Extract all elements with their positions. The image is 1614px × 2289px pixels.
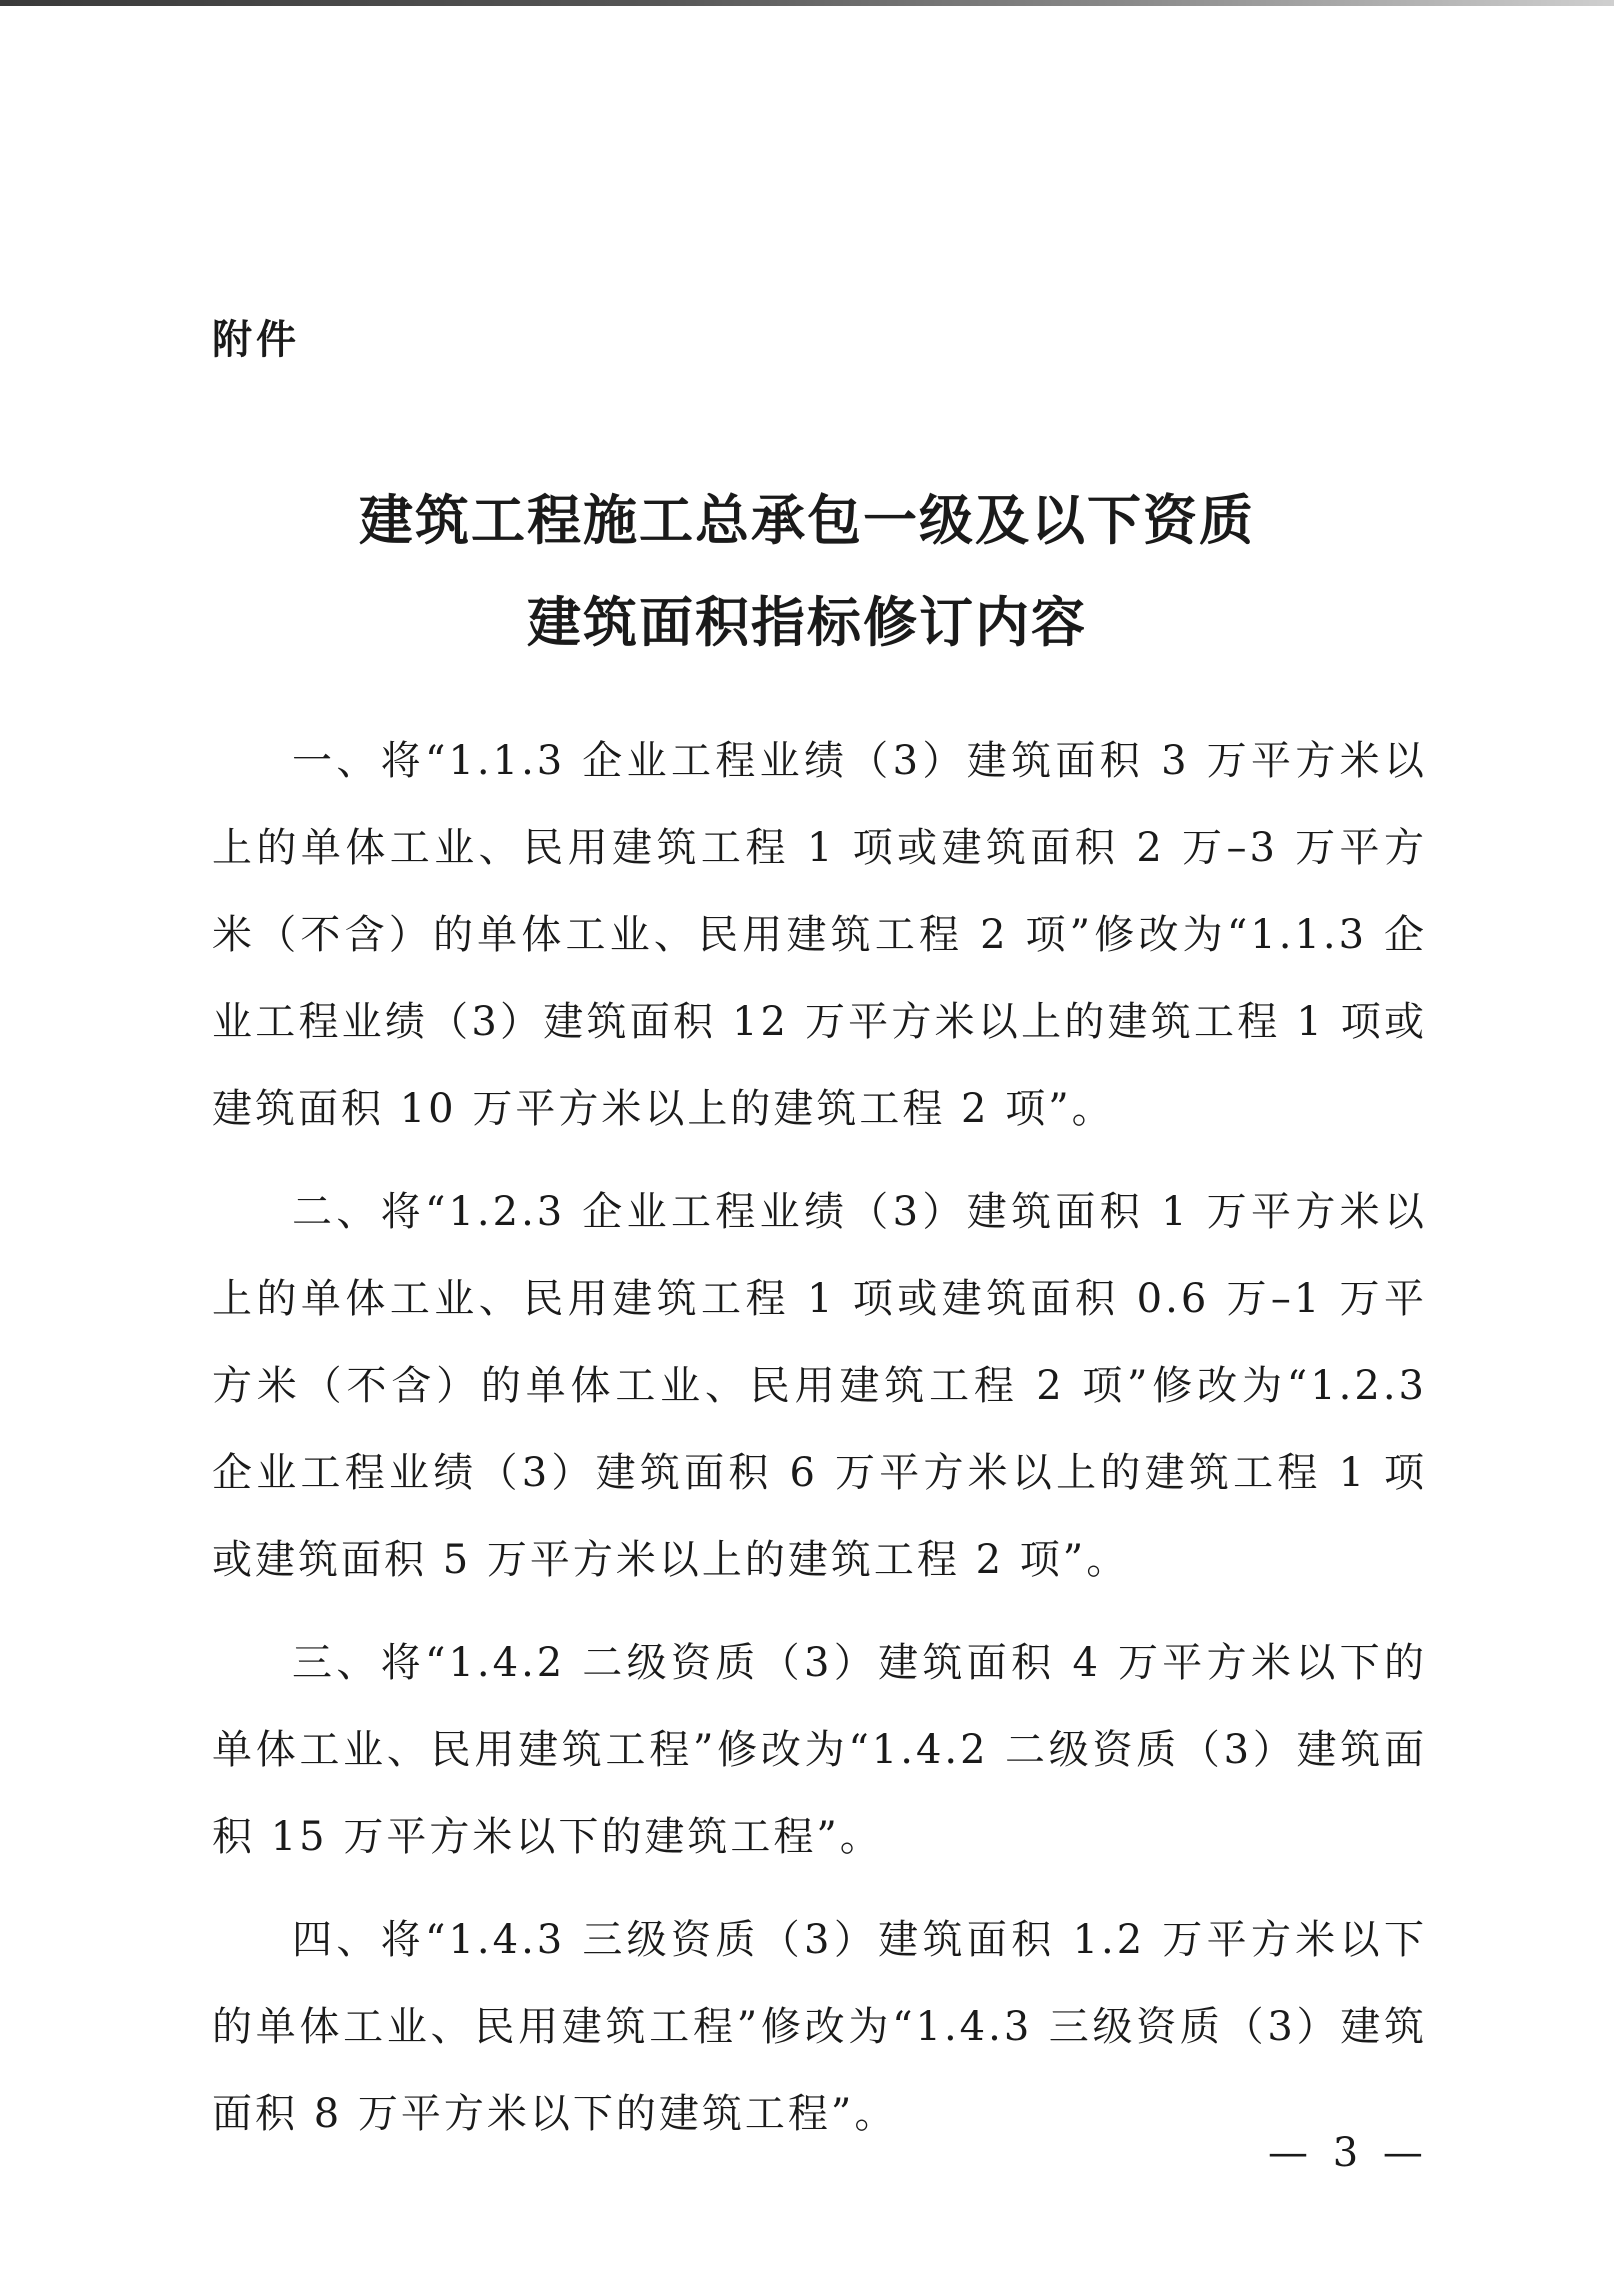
paragraph-2: 二、将“1.2.3 企业工程业绩（3）建筑面积 1 万平方米以上的单体工业、民用建筑工程 1 项或建筑面积 0.6 万–1 万平方米（不含）的单体工业、民用建筑工程 2 项”修改为“1.2.3 企业工程业绩（3）建筑面积 6 万平方米以上的建筑工程 1 项或建筑面积 5 万平方米以上的建筑工程 2 项”。	[212, 1189, 1427, 1583]
attachment-label: 附件	[212, 317, 300, 363]
page-number: — 3 —	[1268, 2130, 1429, 2176]
scan-top-edge	[0, 0, 1614, 6]
paragraph-4: 四、将“1.4.3 三级资质（3）建筑面积 1.2 万平方米以下的单体工业、民用建筑工程”修改为“1.4.3 三级资质（3）建筑面积 8 万平方米以下的建筑工程”。	[212, 1917, 1427, 2137]
paragraph-1: 一、将“1.1.3 企业工程业绩（3）建筑面积 3 万平方米以上的单体工业、民用建筑工程 1 项或建筑面积 2 万–3 万平方米（不含）的单体工业、民用建筑工程 2 项”修改为“1.1.3 企业工程业绩（3）建筑面积 12 万平方米以上的建筑工程 1 项或建筑面积 10 万平方米以上的建筑工程 2 项”。	[212, 738, 1427, 1132]
paragraph-3: 三、将“1.4.2 二级资质（3）建筑面积 4 万平方米以下的单体工业、民用建筑工程”修改为“1.4.2 二级资质（3）建筑面积 15 万平方米以下的建筑工程”。	[212, 1640, 1427, 1860]
document-body	[212, 718, 1427, 2174]
document-title-line-2: 建筑面积指标修订内容	[527, 591, 1087, 654]
document-title-line-1: 建筑工程施工总承包一级及以下资质	[359, 489, 1255, 552]
